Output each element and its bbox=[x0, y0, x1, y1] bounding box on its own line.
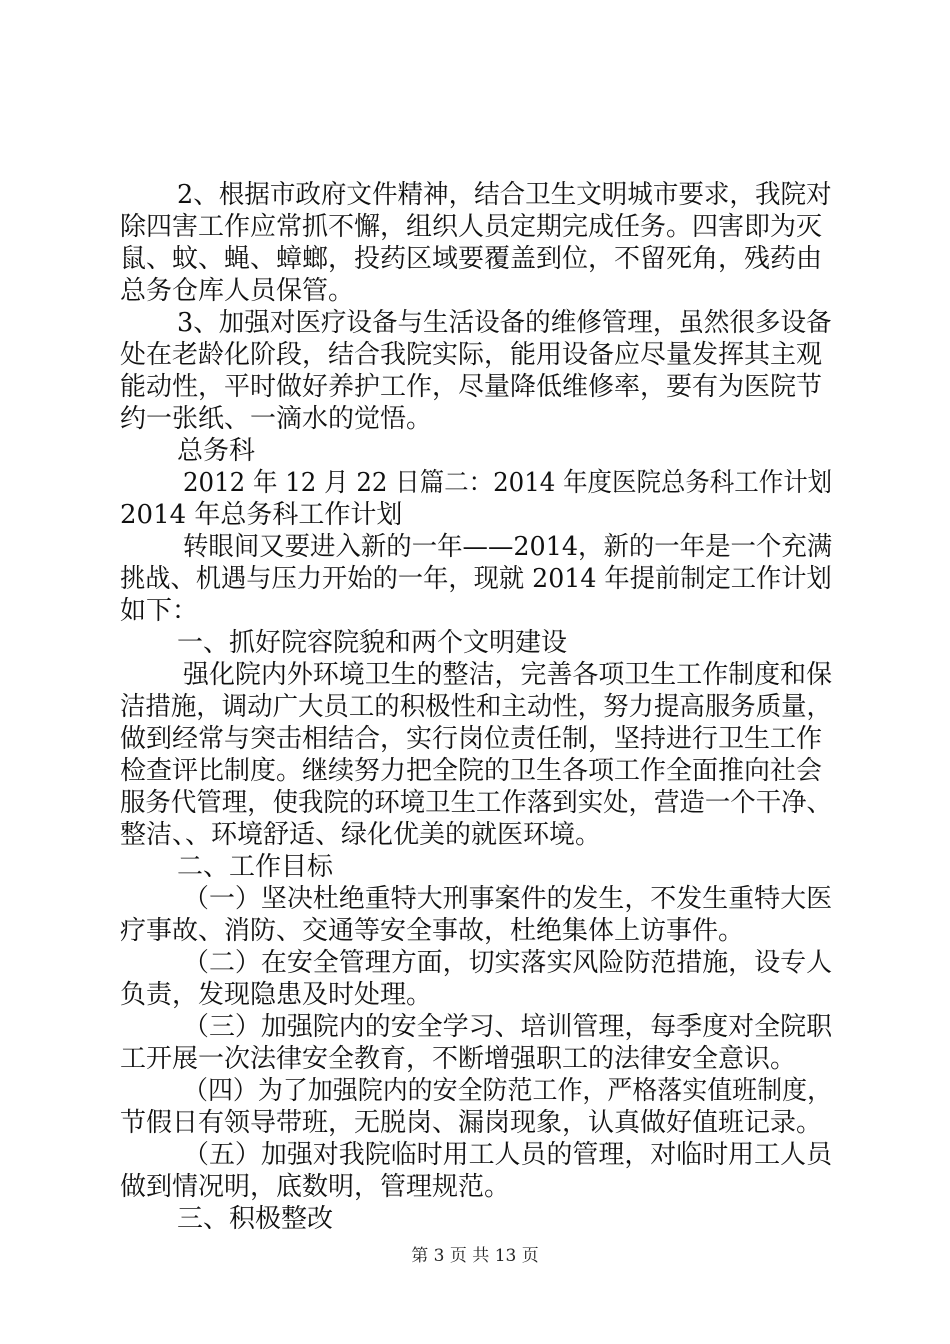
text-line: 总务仓库人员保管。 bbox=[120, 276, 355, 306]
text-line: 整洁、、环境舒适、绿化优美的就医环境。 bbox=[120, 820, 602, 850]
text-line: 检查评比制度。继续努力把全院的卫生各项工作全面推向社会 bbox=[120, 756, 823, 786]
text-line: （一）坚决杜绝重特大刑事案件的发生，不发生重特大医 bbox=[183, 884, 833, 914]
text-line: 服务代管理，使我院的环境卫生工作落到实处，营造一个干净、 bbox=[120, 788, 832, 818]
section-heading: 三、积极整改 bbox=[177, 1204, 334, 1234]
text-line: 强化院内外环境卫生的整洁，完善各项卫生工作制度和保 bbox=[183, 660, 833, 690]
text-line: 做到情况明，底数明，管理规范。 bbox=[120, 1172, 511, 1202]
text-line: 2、根据市政府文件精神，结合卫生文明城市要求，我院对 bbox=[177, 180, 832, 210]
text-line: （五）加强对我院临时用工人员的管理，对临时用工人员 bbox=[183, 1140, 833, 1170]
text-line: 3、加强对医疗设备与生活设备的维修管理，虽然很多设备 bbox=[177, 308, 832, 338]
text-line: 处在老龄化阶段，结合我院实际，能用设备应尽量发挥其主观 bbox=[120, 340, 823, 370]
text-line: 挑战、机遇与压力开始的一年，现就 2014 年提前制定工作计划 bbox=[120, 564, 832, 594]
text-line: 工开展一次法律安全教育，不断增强职工的法律安全意识。 bbox=[120, 1044, 797, 1074]
text-line: 做到经常与突击相结合，实行岗位责任制，坚持进行卫生工作 bbox=[120, 724, 823, 754]
page-number-footer: 第 3 页 共 13 页 bbox=[411, 1246, 539, 1266]
text-line: 疗事故、消防、交通等安全事故，杜绝集体上访事件。 bbox=[120, 916, 745, 946]
text-line: 除四害工作应常抓不懈，组织人员定期完成任务。四害即为灭 bbox=[120, 212, 823, 242]
text-line: （二）在安全管理方面，切实落实风险防范措施，设专人 bbox=[183, 948, 833, 978]
text-line: 能动性，平时做好养护工作，尽量降低维修率，要有为医院节 bbox=[120, 372, 823, 402]
section-heading: 二、工作目标 bbox=[177, 852, 334, 882]
text-line: 约一张纸、一滴水的觉悟。 bbox=[120, 404, 433, 434]
text-line: 节假日有领导带班，无脱岗、漏岗现象，认真做好值班记录。 bbox=[120, 1108, 823, 1138]
text-line: 洁措施，调动广大员工的积极性和主动性，努力提高服务质量， bbox=[120, 692, 832, 722]
section-heading: 一、抓好院容院貌和两个文明建设 bbox=[177, 628, 568, 658]
text-line: 负责，发现隐患及时处理。 bbox=[120, 980, 433, 1010]
text-line: 2012 年 12 月 22 日篇二：2014 年度医院总务科工作计划 bbox=[183, 468, 833, 498]
signature-department: 总务科 bbox=[177, 436, 256, 466]
text-line: 鼠、蚊、蝇、蟑螂，投药区域要覆盖到位，不留死角，残药由 bbox=[120, 244, 823, 274]
section-title: 2014 年总务科工作计划 bbox=[120, 500, 403, 530]
text-line: （三）加强院内的安全学习、培训管理，每季度对全院职 bbox=[183, 1012, 833, 1042]
text-line: （四）为了加强院内的安全防范工作，严格落实值班制度， bbox=[183, 1076, 833, 1106]
text-line: 转眼间又要进入新的一年——2014，新的一年是一个充满 bbox=[183, 532, 833, 562]
text-line: 如下： bbox=[120, 596, 199, 626]
